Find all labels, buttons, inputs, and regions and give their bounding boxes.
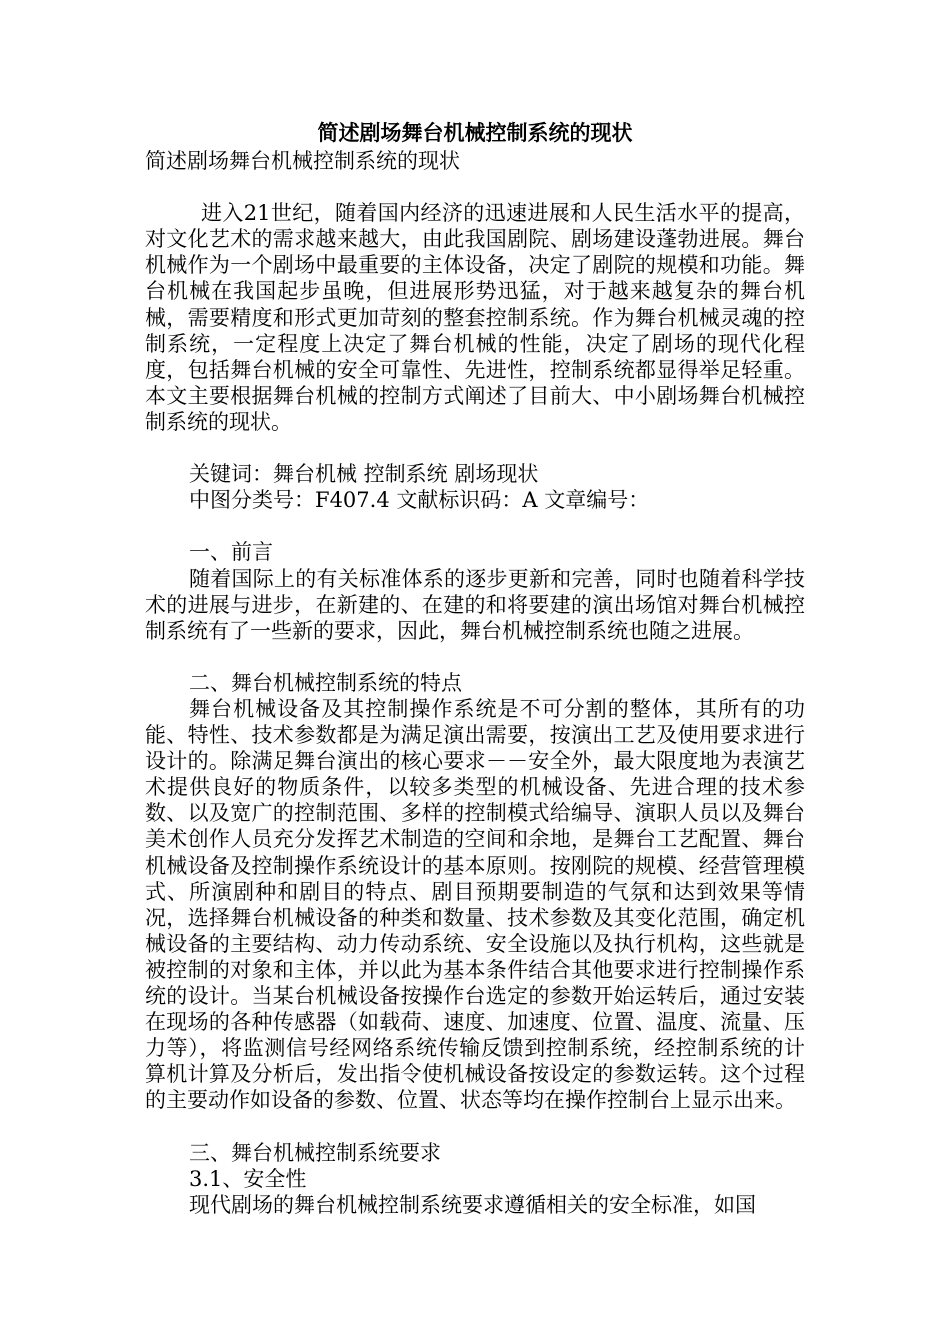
abstract-paragraph: 进入21世纪，随着国内经济的迅速进展和人民生活水平的提高，对文化艺术的需求越来越大，由此我国剧院、剧场建设蓬勃进展。舞台机械作为一个剧场中最重要的主体设备，决定了剧院的规模和功能。舞台机械在我国起步虽晚，但进展形势迅猛，对于越来越复杂的舞台机械，需要精度和形式更加苛刻的整套控制系统。作为舞台机械灵魂的控制系统，一定程度上决定了舞台机械的性能，决定了剧场的现代化程度，包括舞台机械的安全可靠性、先进性，控制系统都显得举足轻重。本文主要根据舞台机械的控制方式阐述了目前大、中小剧场舞台机械控制系统的现状。 xyxy=(145,201,805,434)
spacer xyxy=(145,435,805,461)
subsection-body-safety: 现代剧场的舞台机械控制系统要求遵循相关的安全标准，如国 xyxy=(189,1192,756,1217)
document-body xyxy=(145,148,805,1218)
subsection-heading-safety: 3.1、安全性 xyxy=(189,1166,307,1191)
section-heading-requirements: 三、舞台机械控制系统要求 xyxy=(189,1140,441,1165)
spacer xyxy=(145,1113,805,1139)
section-body-preface: 随着国际上的有关标准体系的逐步更新和完善，同时也随着科学技术的进展与进步，在新建的、在建的和将要建的演出场馆对舞台机械控制系统有了一些新的要求，因此，舞台机械控制系统也随之进展。 xyxy=(145,566,805,643)
spacer xyxy=(145,513,805,539)
section-heading-features: 二、舞台机械控制系统的特点 xyxy=(189,670,462,695)
document-title: 简述剧场舞台机械控制系统的现状 xyxy=(317,121,633,145)
section-body-features: 舞台机械设备及其控制操作系统是不可分割的整体，其所有的功能、特性、技术参数都是为满足演出需要，按演出工艺及使用要求进行设计的。除满足舞台演出的核心要求－－安全外，最大限度地为表演艺术提供良好的物质条件，以较多类型的机械设备、先进合理的技术参数、以及宽广的控制范围、多样的控制模式给编导、演职人员以及舞台美术创作人员充分发挥艺术制造的空间和余地，是舞台工艺配置、舞台机械设备及控制操作系统设计的基本原则。按刚院的规模、经营管理模式、所演剧种和剧目的特点、剧目预期要制造的气氛和达到效果等情况，选择舞台机械设备的种类和数量、技术参数及其变化范围，确定机械设备的主要结构、动力传动系统、安全设施以及执行机构，这些就是被控制的对象和主体，并以此为基本条件结合其他要求进行控制操作系统的设计。当某台机械设备按操作台选定的参数开始运转后，通过安装在现场的各种传感器（如载荷、速度、加速度、位置、温度、流量、压力等），将监测信号经网络系统传输反馈到控制系统，经控制系统的计算机计算及分析后，发出指令使机械设备按设定的参数运转。这个过程的主要动作如设备的参数、位置、状态等均在操作控制台上显示出来。 xyxy=(145,696,805,1113)
keywords-line: 关键词：舞台机械 控制系统 剧场现状 xyxy=(189,462,539,487)
section-heading-preface: 一、前言 xyxy=(189,540,273,565)
classification-line: 中图分类号：F407.4 文献标识码：A 文章编号： xyxy=(189,488,650,513)
spacer xyxy=(145,174,805,200)
spacer xyxy=(145,644,805,670)
document-subtitle: 简述剧场舞台机械控制系统的现状 xyxy=(145,149,460,173)
